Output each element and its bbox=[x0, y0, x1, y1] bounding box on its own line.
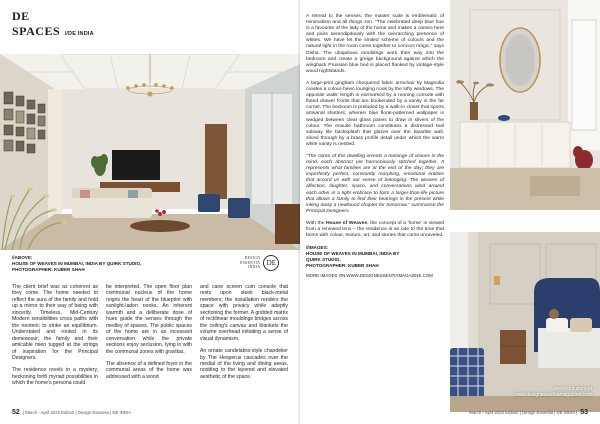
hero-caption-label: //ABOVE: bbox=[12, 255, 33, 260]
folio-left bbox=[12, 409, 131, 416]
folio-left-text: | March - April 2022 Edition | Design Essentia | DE INDIA bbox=[22, 410, 131, 415]
hero-photo-living-room bbox=[0, 54, 300, 250]
hero-caption-line2: PHOTOGRAPHER: KUBER SHAH bbox=[12, 267, 85, 272]
body-column-2 bbox=[106, 284, 192, 386]
page-number-left: 52 bbox=[12, 409, 20, 416]
photo-bedroom bbox=[450, 232, 600, 412]
col1-paragraph-1: The client brief was as coherent as they come. The home needed to reflect the aura of the family and hold up a mirror to their way of being with sincerity. Timeless, Mid-Century Modern sensibilities cross paths with the neoteric to strike an equilibrium. Understated and rooted in its demeanour, the family and their amicable mien tugged at the strings of inspiration for the Principal Designers. bbox=[12, 284, 98, 361]
col3-paragraph-2: An ornate candelabra-style chandelier by The Hesperus cascades over the medial of the living and dining areas, nodding to the layered and elevated aesthetic of the space. bbox=[200, 348, 288, 380]
photo-vanity-console bbox=[450, 0, 600, 210]
body-column-3 bbox=[200, 284, 288, 386]
right-body-column bbox=[306, 14, 444, 279]
col2-paragraph-2: The absence of a defined foyer in the communal areas of the home was addressed with a wood bbox=[106, 360, 192, 380]
story-link-line1: check out story at bbox=[552, 386, 592, 392]
col3-paragraph-1: and cane screen cum console that rests upon sleek black-metal members; the installation renders the space with privacy while adeptly sectioning the former. A gridded matrix of rectilinear mouldings bridges across the ceiling's canvas and blankets the volume overhead initiating a sense of visual dynamism. bbox=[200, 284, 288, 342]
hero-caption-line1: HOUSE OF WEAVES IN MUMBAI, INDIA BY QUIRK STUDIO, bbox=[12, 261, 142, 266]
col1-paragraph-2: The residence revels in a mystery, beckoning forth myriad possibilities in which the home's persona could bbox=[12, 367, 98, 387]
body-column-1 bbox=[12, 284, 98, 393]
story-link-overlay[interactable] bbox=[514, 386, 592, 398]
right-paragraph-3-text: "The name of this dwelling invents a melange of visions in the mind, each abstract yet harmoniously stitched together. It represents what families are at the end of the day; they are imperfectly perfect, constantly morphing, emotional entities that accord us with our sense of belonging. The weaves of affection, laughter, space, and conversations wind around each other in a tight embrace to form a larger-than-life picture that allows a family to find their bearings in the present while inking away a newfound chapter for tomorrow," summarise the Principal Designers. bbox=[306, 153, 444, 214]
images-caption bbox=[306, 245, 444, 269]
images-caption-line2: QUIRK STUDIO, bbox=[306, 257, 341, 263]
story-link-line2: www.designessentiamagazine.com bbox=[514, 392, 592, 398]
right-paragraph-4-suffix: , the concept of a 'home' is viewed from a renewed lens – the residence is an ode to the time that brims with colour, texture, art, and stories that come unraveled. bbox=[306, 220, 445, 239]
right-paragraph-4-bold: House of Weaves bbox=[325, 220, 368, 226]
col2-paragraph-1: be interpreted. The open floor plan communal nucleus of the home reigns the heart of the blueprint with sunlight-laden nooks. An inherent warmth and a deliberate dose of hues guide the senses through the medley of spaces. The public spaces of the home are in an incessant conversation while the private sections enjoy seclusion, tying in with the communal zones with gravitas. bbox=[106, 284, 192, 355]
masthead-title-de: DE bbox=[12, 9, 30, 23]
page-number-right: 53 bbox=[580, 409, 588, 416]
masthead-title-spaces: SPACES bbox=[12, 24, 61, 38]
right-paragraph-4 bbox=[306, 221, 444, 239]
masthead bbox=[12, 10, 94, 39]
right-paragraph-4-prefix: With the bbox=[306, 220, 326, 226]
right-paragraph-3-quote bbox=[306, 154, 444, 215]
logo-wordmark bbox=[240, 256, 260, 269]
masthead-separator: // bbox=[64, 31, 69, 37]
masthead-edition: DE INDIA bbox=[68, 31, 94, 37]
logo-wordmark-line2: ESSENTIA bbox=[240, 260, 261, 265]
right-paragraph-1: A retreat to the senses, the master suite is emblematic of minimalism and all things zen. "The celebrated deep blue hue is a favourite of the lady of the home and makes a cameo here and pairs serendipitously with the overarching presence of whites. We have let the limited scheme of colours and the natural light in the room come together to concoct magic," says Disha. The ubiquitous mouldings work their way into the bedroom and create a greige background against which the wingback Prussian blue bed is placed flanked by vintage-style wood nightstands. bbox=[306, 14, 444, 74]
logo-wordmark-line1: DESIGN bbox=[244, 256, 261, 261]
design-essentia-logo bbox=[240, 255, 279, 271]
folio-right bbox=[469, 409, 588, 416]
images-caption-line1: HOUSE OF WEAVES IN MUMBAI, INDIA BY bbox=[306, 251, 400, 257]
folio-right-text: March - April 2022 Edition | Design Essentia | DE INDIA | bbox=[469, 410, 578, 415]
hero-caption bbox=[12, 255, 141, 273]
logo-monogram: DE bbox=[263, 255, 279, 271]
images-caption-label: //IMAGES: bbox=[306, 245, 329, 251]
right-page bbox=[300, 0, 600, 424]
logo-wordmark-line3: INDIA bbox=[248, 265, 261, 270]
images-caption-line3: PHOTOGRAPHER: KUBER SHAH bbox=[306, 263, 379, 269]
right-paragraph-2: A large-print gingham chequered fabric armchair by Magnolia creates a colour-hewn lounging nook by the lofty windows. The opposite walls' length is earmarked by a running console with fluted drawer fronts that are bookended by a vanity in the far corner. The bedroom is preluded by a walk-in closet that sports artisanal shutters; wherein blue floral-patterned wallpaper is wedged between clear glass panes to draw in slivers of the colour. The ensuite bathroom constitutes a distressed teal subway tile backsplash that glazes over the bipartite wall, sliced through by a brass profile detail under which the warm white vanity is nestled. bbox=[306, 80, 444, 147]
more-images-link[interactable]: MORE IMAGES ON WWW.DESIGNESSENTIAMAGAZINE.COM bbox=[306, 273, 433, 279]
